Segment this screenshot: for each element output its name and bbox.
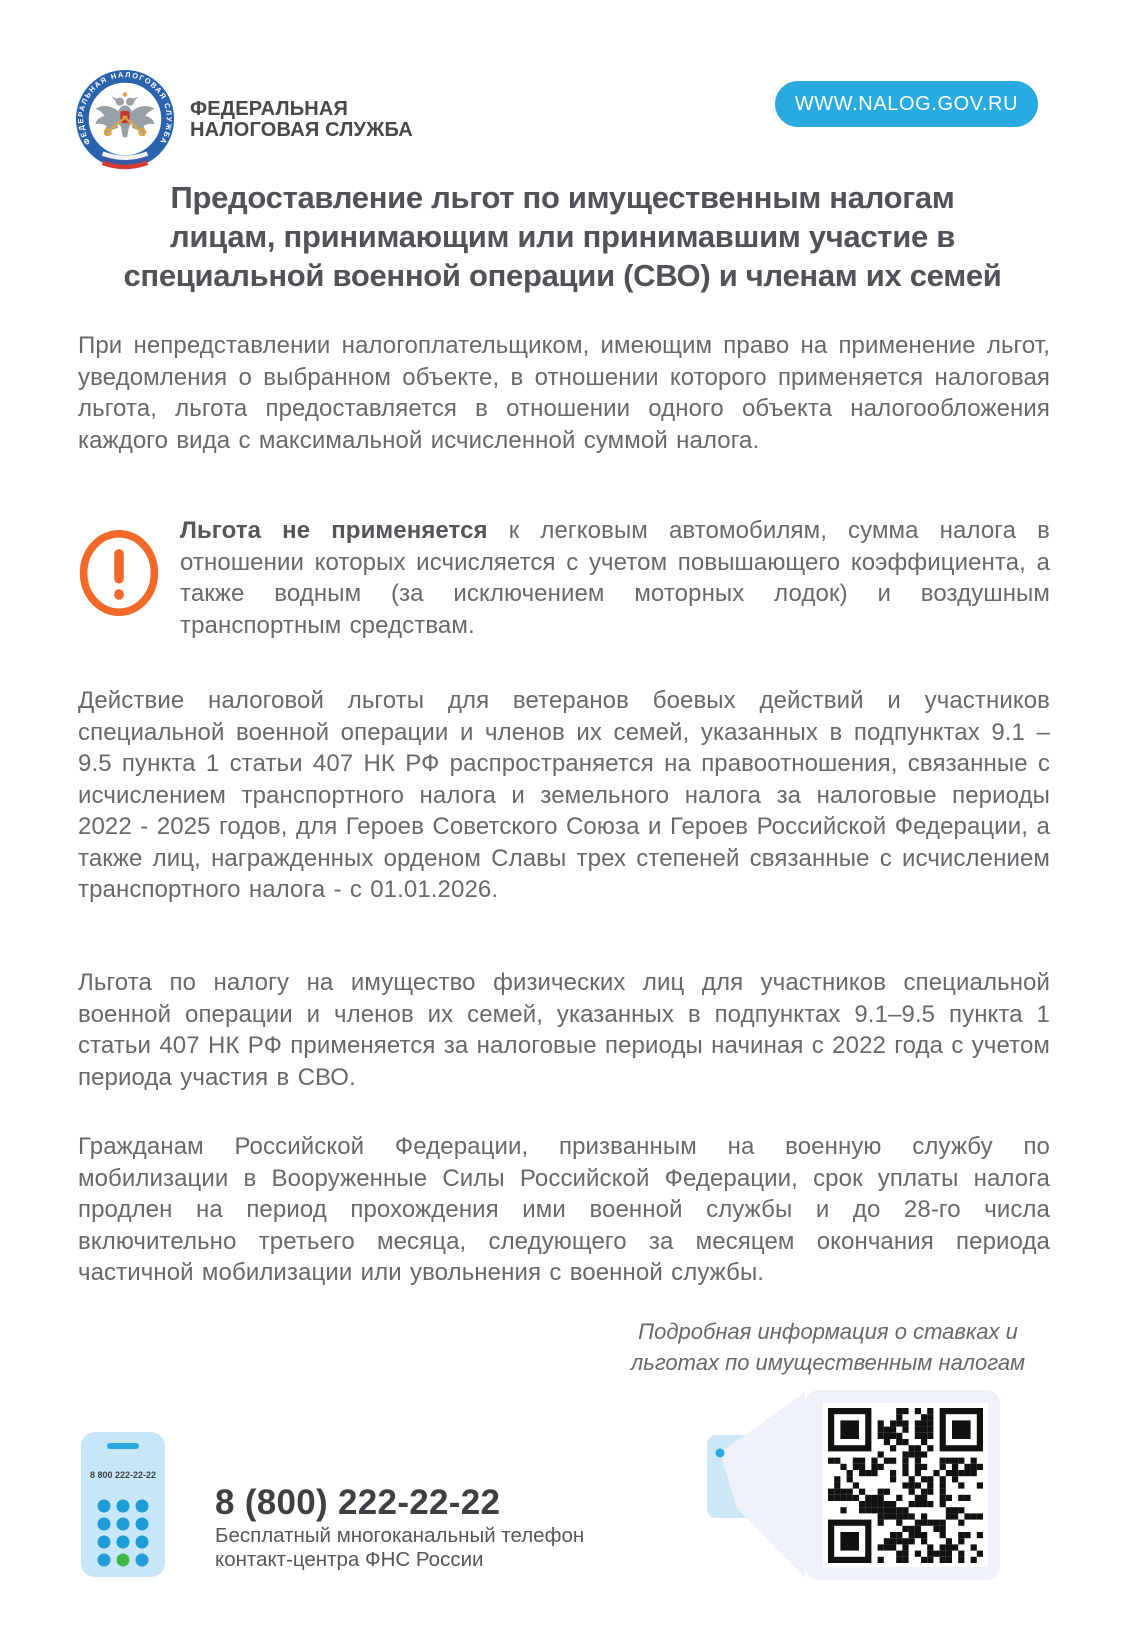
logo-ring-text: ФЕДЕРАЛЬНАЯ НАЛОГОВАЯ СЛУЖБА bbox=[76, 70, 174, 147]
exclamation-warning-icon bbox=[78, 529, 160, 617]
warning-block bbox=[78, 515, 1050, 641]
qr-scan-group bbox=[703, 1386, 1003, 1584]
qr-caption: Подробная информация о ставках и льготах по имущественным налогам bbox=[630, 1319, 1026, 1375]
paragraph-mobilized-deadline: Гражданам Российской Федерации, призванным на военную службу по мобилизации в Вооруженные Силы Российской Федерации, срок уплаты налога продлен на период прохождения ими военной службы и до 28-го числа включительно третьего месяца, следующего за месяцем окончания периода частичной мобилизации или увольнения с военной службы. bbox=[78, 1133, 1050, 1286]
agency-name-line1: ФЕДЕРАЛЬНАЯ bbox=[190, 98, 349, 120]
warning-rest: к легковым автомобилям, сумма налога в отношении которых исчисляется с учетом повышающего коэффициента, а также водным (за исключением моторных лодок) и воздушным транспортным средствам. bbox=[180, 517, 1050, 639]
warning-text bbox=[180, 515, 1050, 641]
phone-keypad-icon bbox=[81, 1432, 165, 1577]
camera-dot-icon bbox=[716, 1449, 725, 1458]
agency-name-line2: НАЛОГОВАЯ СЛУЖБА bbox=[190, 119, 413, 141]
page-title bbox=[75, 178, 1050, 295]
fns-logo-emblem bbox=[74, 68, 176, 170]
phone-speaker-bar bbox=[107, 1443, 139, 1449]
hotline-number: 8 (800) 222-22-22 bbox=[215, 1483, 501, 1522]
website-badge[interactable]: WWW.NALOG.GOV.RU bbox=[775, 81, 1038, 127]
scan-beam-wedge bbox=[720, 1392, 805, 1578]
page-title-line1: Предоставление льгот по имущественным налогам bbox=[170, 180, 955, 215]
page-title-line2: лицам, принимающим или принимавшим участие в bbox=[170, 219, 955, 254]
paragraph-property-tax: Льгота по налогу на имущество физических лиц для участников специальной военной операции и членов их семей, указанных в подпунктах 9.1–9.5 пункта 1 статьи 407 НК РФ применяется за налоговые периоды начиная с 2022 года с учетом периода участия в СВО. bbox=[78, 969, 1050, 1091]
hotline-description: Бесплатный многоканальный телефон контакт-центра ФНС России bbox=[215, 1524, 585, 1571]
flag-ribbon bbox=[103, 154, 148, 167]
phone-icon-label: 8 800 222-22-22 bbox=[89, 1470, 157, 1480]
paragraph-veterans-benefit: Действие налоговой льготы для ветеранов боевых действий и участников специальной военной операции и членов их семей, указанных в подпунктах 9.1 – 9.5 пункта 1 статьи 407 НК РФ распространяется на правоотношения, связанные с исчислением транспортного налога и земельного налога за налоговые периоды 2022 - 2025 годов, для Героев Советского Союза и Героев Российской Федерации, а также лиц, награжденных орденом Славы трех степеней связанные с исчислением транспортного налога - с 01.01.2026. bbox=[78, 687, 1050, 903]
warning-lead: Льгота не применяется bbox=[180, 517, 488, 544]
agency-name bbox=[190, 99, 413, 141]
page-title-line3: специальной военной операции (СВО) и членам их семей bbox=[123, 258, 1002, 293]
paragraph-benefit-default: При непредставлении налогоплательщиком, имеющим право на применение льгот, уведомления о выбранном объекте, в отношении которого применяется налоговая льгота, льгота предоставляется в отношении одного объекта налогообложения каждого вида с максимальной исчисленной суммой налога. bbox=[78, 332, 1050, 454]
